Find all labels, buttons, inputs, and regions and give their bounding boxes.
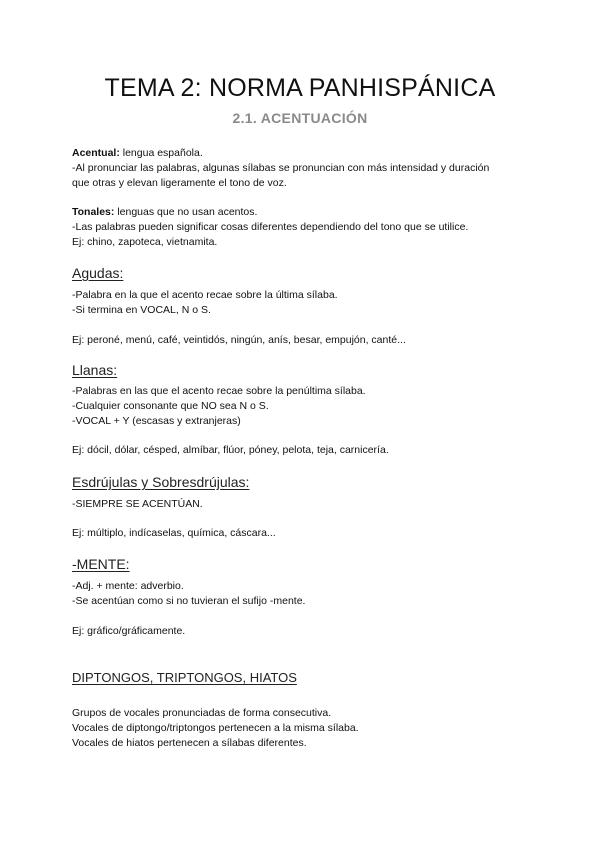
esdrujulas-example	[72, 526, 532, 541]
tonales-line: Ej: chino, zapoteca, vietnamita.	[72, 236, 218, 248]
esdrujulas-example-text: Ej: múltiplo, indícaselas, química, cáscara...	[72, 527, 276, 539]
llanas-example	[72, 443, 532, 458]
llanas-example-text: Ej: dócil, dólar, césped, almíbar, flúor, póney, pelota, teja, carnicería.	[72, 444, 389, 456]
mente-example-text: Ej: gráfico/gráficamente.	[72, 625, 186, 637]
acentual-def: lengua española.	[119, 147, 203, 159]
esdrujulas-line: -SIEMPRE SE ACENTÚAN.	[72, 498, 203, 510]
esdrujulas-heading: Esdrújulas y Sobresdrújulas:	[72, 474, 250, 490]
mente-line: -Adj. + mente: adverbio.	[72, 580, 184, 592]
acentual-section	[72, 146, 532, 191]
llanas-line: -Palabras en las que el acento recae sobre la penúltima sílaba.	[72, 385, 366, 397]
diptongos-line: Grupos de vocales pronunciadas de forma consecutiva.	[72, 707, 332, 719]
mente-example	[72, 624, 532, 639]
acentual-term: Acentual:	[72, 147, 120, 159]
acentual-line: que otras y elevan ligeramente el tono de voz.	[72, 177, 287, 189]
mente-heading: -MENTE:	[72, 556, 130, 572]
diptongos-line: Vocales de hiatos pertenecen a sílabas diferentes.	[72, 737, 307, 749]
tonales-definition	[72, 205, 532, 220]
tonales-term: Tonales:	[72, 206, 115, 218]
diptongos-section	[72, 706, 532, 751]
acentual-line: -Al pronunciar las palabras, algunas sílabas se pronuncian con más intensidad y duración	[72, 162, 490, 174]
agudas-example-text: Ej: peroné, menú, café, veintidós, ningún, anís, besar, empujón, canté...	[72, 334, 406, 346]
diptongos-heading: DIPTONGOS, TRIPTONGOS, HIATOS	[72, 670, 297, 685]
diptongos-line: Vocales de diptongo/triptongos pertenecen a la misma sílaba.	[72, 722, 359, 734]
llanas-line: -Cualquier consonante que NO sea N o S.	[72, 400, 269, 412]
mente-section	[72, 579, 532, 609]
llanas-line: -VOCAL + Y (escasas y extranjeras)	[72, 415, 241, 427]
tonales-line: -Las palabras pueden significar cosas diferentes dependiendo del tono que se utilice.	[72, 221, 469, 233]
agudas-example	[72, 333, 532, 348]
acentual-definition	[72, 146, 532, 161]
agudas-line: -Palabra en la que el acento recae sobre la última sílaba.	[72, 289, 338, 301]
tonales-def: lenguas que no usan acentos.	[114, 206, 258, 218]
mente-line: -Se acentúan como si no tuvieran el sufijo -mente.	[72, 595, 306, 607]
page-title: TEMA 2: NORMA PANHISPÁNICA	[104, 74, 496, 102]
tonales-section	[72, 205, 532, 250]
esdrujulas-section	[72, 497, 532, 512]
agudas-section	[72, 288, 532, 318]
agudas-heading: Agudas:	[72, 265, 124, 281]
llanas-section	[72, 384, 532, 429]
page-subtitle: 2.1. ACENTUACIÓN	[232, 110, 368, 126]
agudas-line: -Si termina en VOCAL, N o S.	[72, 304, 211, 316]
llanas-heading: Llanas:	[72, 362, 118, 378]
